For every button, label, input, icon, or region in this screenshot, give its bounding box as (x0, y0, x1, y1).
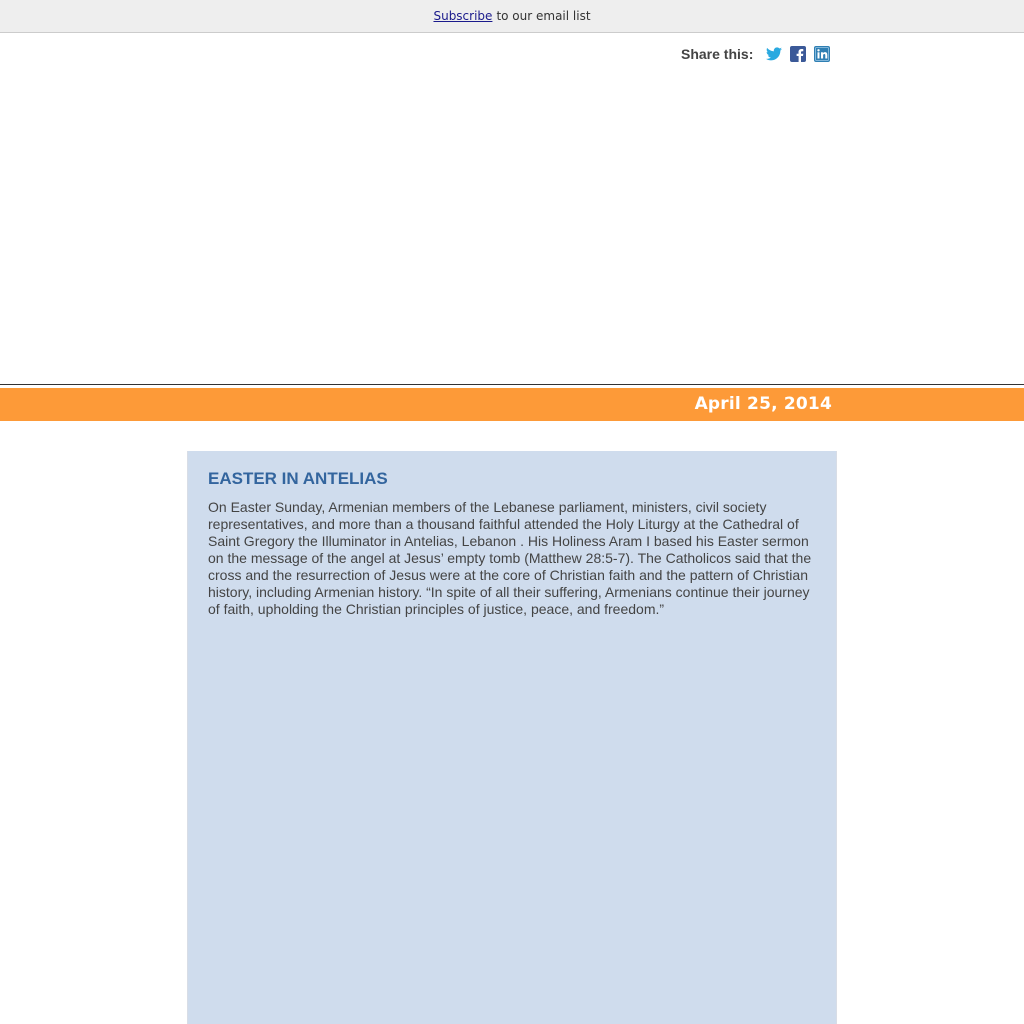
subscribe-link[interactable]: Subscribe (433, 9, 493, 23)
article-body: On Easter Sunday, Armenian members of the Lebanese parliament, ministers, civil society representatives, and more than a thousand faithful attended the Holy Liturgy at the Cathedral of Saint Gregory the Illuminator in Antelias, Lebanon . His Holiness Aram I based his Easter sermon on the message of the angel at Jesus’ empty tomb (Matthew 28:5-7). The Catholicos said that the cross and the resurrection of Jesus were at the core of Christian faith and the pattern of Christian history, including Armenian history. “In spite of all their suffering, Armenians continue their journey of faith, upholding the Christian principles of justice, peace, and freedom.” (208, 499, 812, 617)
article-title: EASTER IN ANTELIAS (208, 469, 388, 488)
subscribe-bar (0, 0, 1024, 33)
linkedin-icon[interactable] (814, 46, 830, 62)
share-label: Share this: (681, 46, 754, 62)
article-card (187, 451, 837, 1024)
twitter-icon[interactable] (766, 46, 782, 62)
issue-date: April 25, 2014 (694, 394, 832, 414)
subscribe-text: to our email list (496, 9, 591, 23)
banner-divider (0, 384, 1024, 385)
facebook-icon[interactable] (790, 46, 806, 62)
share-bar (681, 44, 838, 64)
date-banner (0, 388, 1024, 421)
